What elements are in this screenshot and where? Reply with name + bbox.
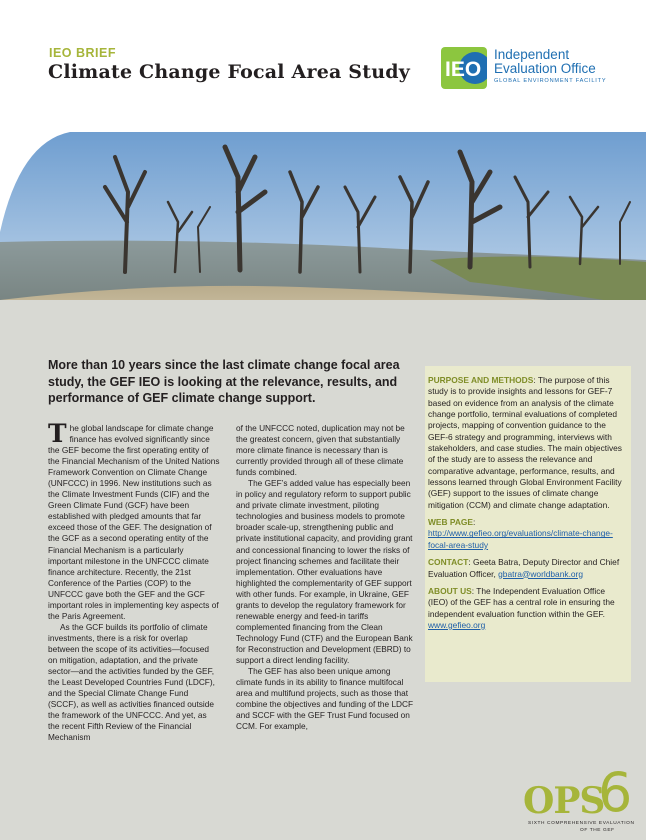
- brief-kicker: IEO BRIEF: [49, 46, 117, 60]
- contact-label: CONTACT: [428, 557, 469, 568]
- body-column-2: [236, 423, 414, 732]
- ieo-logo[interactable]: [441, 45, 611, 91]
- body-paragraph: The GEF’s added value has especially been in policy and regulatory reform to support public and private climate investment, piloting technologies and business models to promote broader scale-up, strengthening public and private institutional capacity, and providing grant and concessional financing to lower the risks of project financing schemes and facilitate their implementation. Other evaluations have highlighted the complementarity of GEF support with other funds. For example, in Ukraine, GEF grants to develop the regulatory framework for renewable energy and feed-in tariffs complemented financing from the Clean Technology Fund (CTF) and the European Bank for Reconstruction and Development (EBRD) to support a direct lending facility.: [236, 478, 413, 665]
- about-label: ABOUT US: [428, 585, 472, 596]
- web-page-label: WEB PAGE: [428, 517, 473, 528]
- contact-text: : Geeta Batra, Deputy Director and Chief Evaluation Officer,: [428, 557, 620, 579]
- body-column-1: [48, 419, 220, 743]
- contact-email-link[interactable]: gbatra@worldbank.org: [498, 568, 583, 579]
- body-paragraph: [48, 419, 220, 622]
- ops-logo-text: OPS: [523, 780, 605, 822]
- about-section: [428, 586, 626, 631]
- purpose-label: PURPOSE AND METHODS: [428, 375, 534, 385]
- purpose-section: [428, 375, 626, 511]
- intro-summary: More than 10 years since the last climate change focal area study, the GEF IEO is looking at the relevance, results, and performance of GEF climate change support.: [48, 358, 400, 405]
- web-page-section: [428, 517, 626, 551]
- purpose-text: : The purpose of this study is to provide insights and lessons for GEF-7 based on evidence from an analysis of the climate change portfolio, terminal evaluations of completed projects, mapping of convention guidance to the GEF-6 strategy and programming, interviews with stakeholders, and case studies. The main objectives of the study are to assess the relevance and comparative advantage, performance, results, and lessons learned through Global Environment Facility (GEF) support to the issues of climate change mitigation (CCM) and climate change adaptation.: [428, 375, 622, 510]
- ops-logo-six: 6: [598, 761, 633, 824]
- body-paragraph: As the GCF builds its portfolio of climate investments, there is a risk for overlap between the scope of its activities—focused on mitigation, adaptation, and the private sector—and the activities funded by the GEF, the Least Developed Countries Fund (LDCF), and the Special Climate Change Fund (SCCF), as well as activities financed outside the framework of the UNFCCC. And yet, as the recent Fifth Review of the Financial Mechanism: [48, 621, 215, 743]
- svg-text:IEO: IEO: [445, 58, 482, 81]
- page-header: [0, 0, 646, 132]
- ops6-logo: [520, 738, 640, 838]
- drop-cap: T: [48, 419, 67, 448]
- about-link[interactable]: www.gefieo.org: [428, 619, 486, 630]
- ieo-logo-mark-icon: [441, 47, 487, 89]
- about-text: : The Independent Evaluation Office (IEO) of the GEF has a central role in ensuring the independent evaluation function within the GEF.: [428, 585, 615, 619]
- logo-line-gef: GLOBAL ENVIRONMENT FACILITY: [494, 78, 607, 84]
- logo-line-independent: Independent: [494, 47, 570, 62]
- body-paragraph: of the UNFCCC noted, duplication may not be the greatest concern, given that substantially more climate finance is necessary than is currently provided through all of these climate funds combined.: [236, 423, 405, 478]
- web-page-separator: :: [472, 517, 476, 528]
- ops-logo-subtitle-1: SIXTH COMPREHENSIVE EVALUATION: [528, 821, 635, 826]
- web-page-link[interactable]: http://www.gefieo.org/evaluations/climate-change-focal-area-study: [428, 528, 613, 550]
- logo-line-evaluation-office: Evaluation Office: [494, 61, 596, 76]
- ops-logo-subtitle-2: OF THE GEF: [580, 828, 615, 833]
- body-paragraph-text: he global landscape for climate change finance has evolved significantly since the GEF become the first operating entity of the Financial Mechanism of the United Nations Framework Convention on Climate Change (UNFCCC) in 1996. New institutions such as the Climate Investment Funds (CIF) and the Green Climate Fund (GCF) have been established with pledged amounts that far exceed those of the GEF. The designation of the GCF as a second operating entity of the Financial Mechanism is a particularly important milestone in the UNFCCC climate finance architecture. Recently, the 21st Conference of the Parties (COP) to the UNFCCC gave both the GEF and the GCF important roles in implementing key aspects of the Paris Agreement.: [48, 423, 220, 621]
- page-title: Climate Change Focal Area Study: [48, 61, 410, 83]
- contact-section: [428, 557, 626, 580]
- sidebar-content: [428, 375, 626, 637]
- body-paragraph: The GEF has also been unique among climate funds in its ability to finance multifocal area and multifund projects, such as those that combine the objectives and funding of the LDCF and SCCF with the GEF Trust Fund focused on CCM. For example,: [236, 666, 414, 732]
